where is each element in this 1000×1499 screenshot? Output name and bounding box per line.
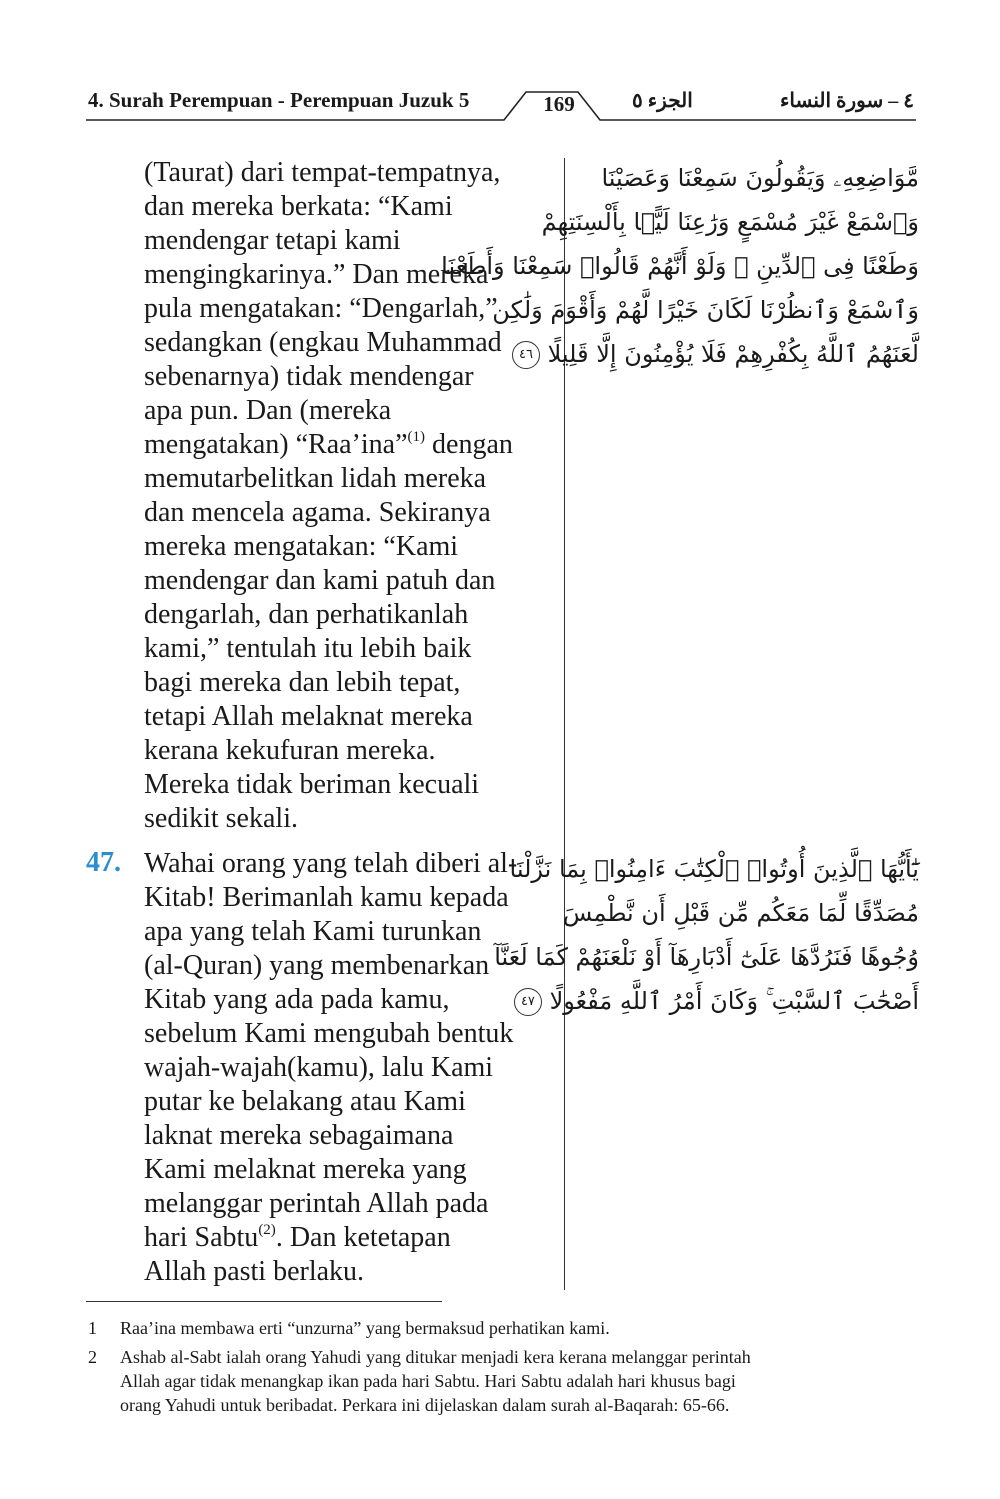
page-header: [86, 84, 916, 124]
text-line: sebelum Kami mengubah bentuk: [144, 1018, 514, 1049]
footnote-1: [86, 1316, 916, 1342]
text-line: bagi mereka dan lebih tepat,: [144, 667, 461, 698]
text-line: laknat mereka sebagaimana: [144, 1120, 454, 1151]
header-surah-title: 4. Surah Perempuan - Perempuan Juzuk 5: [88, 88, 470, 112]
text-line: Kitab! Berimanlah kamu kepada: [144, 882, 509, 913]
text-line: dan mereka berkata: “Kami: [144, 191, 453, 222]
verse-46-arabic: [441, 156, 919, 376]
text-line: (al-Quran) yang membenarkan: [144, 950, 490, 981]
arabic-line: وُجُوهًا فَنَرُدَّهَا عَلَىٰٓ أَدْبَارِهَآ أَوْ نَلْعَنَهُمْ كَمَا لَعَنَّآ: [494, 943, 919, 971]
text-line: dan mencela agama. Sekiranya: [144, 497, 491, 528]
text-line: Allah pasti berlaku.: [144, 1256, 365, 1287]
arabic-line: وَطَعْنًا فِى ٱلدِّينِ ۚ وَلَوْ أَنَّهُمْ قَالُوا۟ سَمِعْنَا وَأَطَعْنَا: [441, 252, 919, 280]
text-line: sedangkan (engkau Muhammad: [144, 327, 502, 358]
verse-end-marker-47: ٤٧: [514, 988, 542, 1016]
verse-end-marker-46: ٤٦: [512, 341, 540, 369]
header-surah-arabic: ٤ – سورة النساء: [779, 90, 914, 112]
verse-number-47: 47.: [86, 847, 121, 878]
text-line: mereka mengatakan: “Kami: [144, 531, 459, 562]
footnote-body: [120, 1316, 916, 1340]
verse-47-translation: [144, 847, 564, 1289]
page-number: 169: [543, 92, 575, 116]
text-line: apa yang telah Kami turunkan: [144, 916, 482, 947]
text-line: tetapi Allah melaknat mereka: [144, 701, 473, 732]
text-line: memutarbelitkan lidah mereka: [144, 463, 487, 494]
footnote-number: 2: [88, 1347, 97, 1367]
arabic-fragment: لَّعَنَهُمُ ٱللَّهُ بِكُفْرِهِمْ فَلَا يُؤْمِنُونَ إِلَّا قَلِيلًا: [547, 340, 919, 368]
text-line: putar ke belakang atau Kami: [144, 1086, 466, 1117]
text-line: kami,” tentulah itu lebih baik: [144, 633, 472, 664]
arabic-line: وَٱسْمَعْ غَيْرَ مُسْمَعٍ وَرَٰعِنَا لَيًّۢا بِأَلْسِنَتِهِمْ: [541, 208, 919, 236]
text-fragment: dengan: [425, 429, 513, 460]
text-line: wajah-wajah(kamu), lalu Kami: [144, 1052, 494, 1083]
verse-47-arabic: [494, 847, 919, 1023]
text-line: Kitab yang ada pada kamu,: [144, 984, 450, 1015]
footnote-number: 1: [88, 1318, 97, 1338]
footnote-body: [120, 1345, 916, 1417]
footnote-2: [86, 1345, 916, 1421]
footnote-rule: [86, 1301, 442, 1302]
arabic-line-last: [520, 979, 919, 1023]
text-line: Wahai orang yang telah diberi al-: [144, 848, 518, 879]
text-fragment: hari Sabtu: [144, 1222, 259, 1253]
arabic-fragment: أَصْحَٰبَ ٱلسَّبْتِ ۚ وَكَانَ أَمْرُ ٱللَّهِ مَفْعُولًا: [549, 987, 919, 1015]
text-line: pula mengatakan: “Dengarlah,”: [144, 293, 498, 324]
header-juz-arabic: الجزء ٥: [632, 90, 693, 112]
text-line: mendengar dan kami patuh dan: [144, 565, 496, 596]
text-line: kerana kekufuran mereka.: [144, 735, 436, 766]
arabic-line: مُصَدِّقًا لِّمَا مَعَكُم مِّن قَبْلِ أَن نَّطْمِسَ: [562, 899, 919, 927]
text-line: mengingkarinya.” Dan mereka: [144, 259, 489, 290]
footnote-line: Ashab al-Sabt ialah orang Yahudi yang ditukar menjadi kera kerana melanggar perintah: [120, 1347, 751, 1367]
text-line-with-footnote: [144, 428, 564, 462]
footnote-ref-2[interactable]: (2): [258, 1222, 276, 1238]
footnote-line: orang Yahudi untuk beribadat. Perkara ini dijelaskan dalam surah al-Baqarah: 65-66.: [120, 1395, 730, 1415]
text-line: Mereka tidak beriman kecuali: [144, 769, 480, 800]
arabic-line: مَّوَاضِعِهِۦ وَيَقُولُونَ سَمِعْنَا وَعَصَيْنَا: [601, 164, 919, 192]
arabic-line: يَٰٓأَيُّهَا ٱلَّذِينَ أُوتُوا۟ ٱلْكِتَٰبَ ءَامِنُوا۟ بِمَا نَزَّلْنَا: [509, 855, 919, 883]
text-line: Kami melaknat mereka yang: [144, 1154, 467, 1185]
text-line: apa pun. Dan (mereka: [144, 395, 392, 426]
footnote-line: Raa’ina membawa erti “unzurna” yang bermaksud perhatikan kami.: [120, 1318, 610, 1338]
text-fragment: . Dan ketetapan: [275, 1222, 451, 1253]
text-line: (Taurat) dari tempat-tempatnya,: [144, 157, 501, 188]
text-fragment: mengatakan) “Raa’ina”: [144, 429, 408, 460]
arabic-line-last: [518, 332, 919, 376]
text-line: sebenarnya) tidak mendengar: [144, 361, 474, 392]
text-line-with-footnote: [144, 1221, 564, 1255]
footnote-line: Allah agar tidak menangkap ikan pada hari Sabtu. Hari Sabtu adalah hari khusus bagi: [120, 1371, 736, 1391]
text-line: melanggar perintah Allah pada: [144, 1188, 489, 1219]
text-line: dengarlah, dan perhatikanlah: [144, 599, 469, 630]
text-line: mendengar tetapi kami: [144, 225, 401, 256]
text-line: sedikit sekali.: [144, 803, 298, 834]
arabic-line: وَٱسْمَعْ وَٱنظُرْنَا لَكَانَ خَيْرًا لَّهُمْ وَأَقْوَمَ وَلَٰكِن: [492, 296, 919, 324]
footnote-ref-1[interactable]: (1): [407, 429, 426, 445]
